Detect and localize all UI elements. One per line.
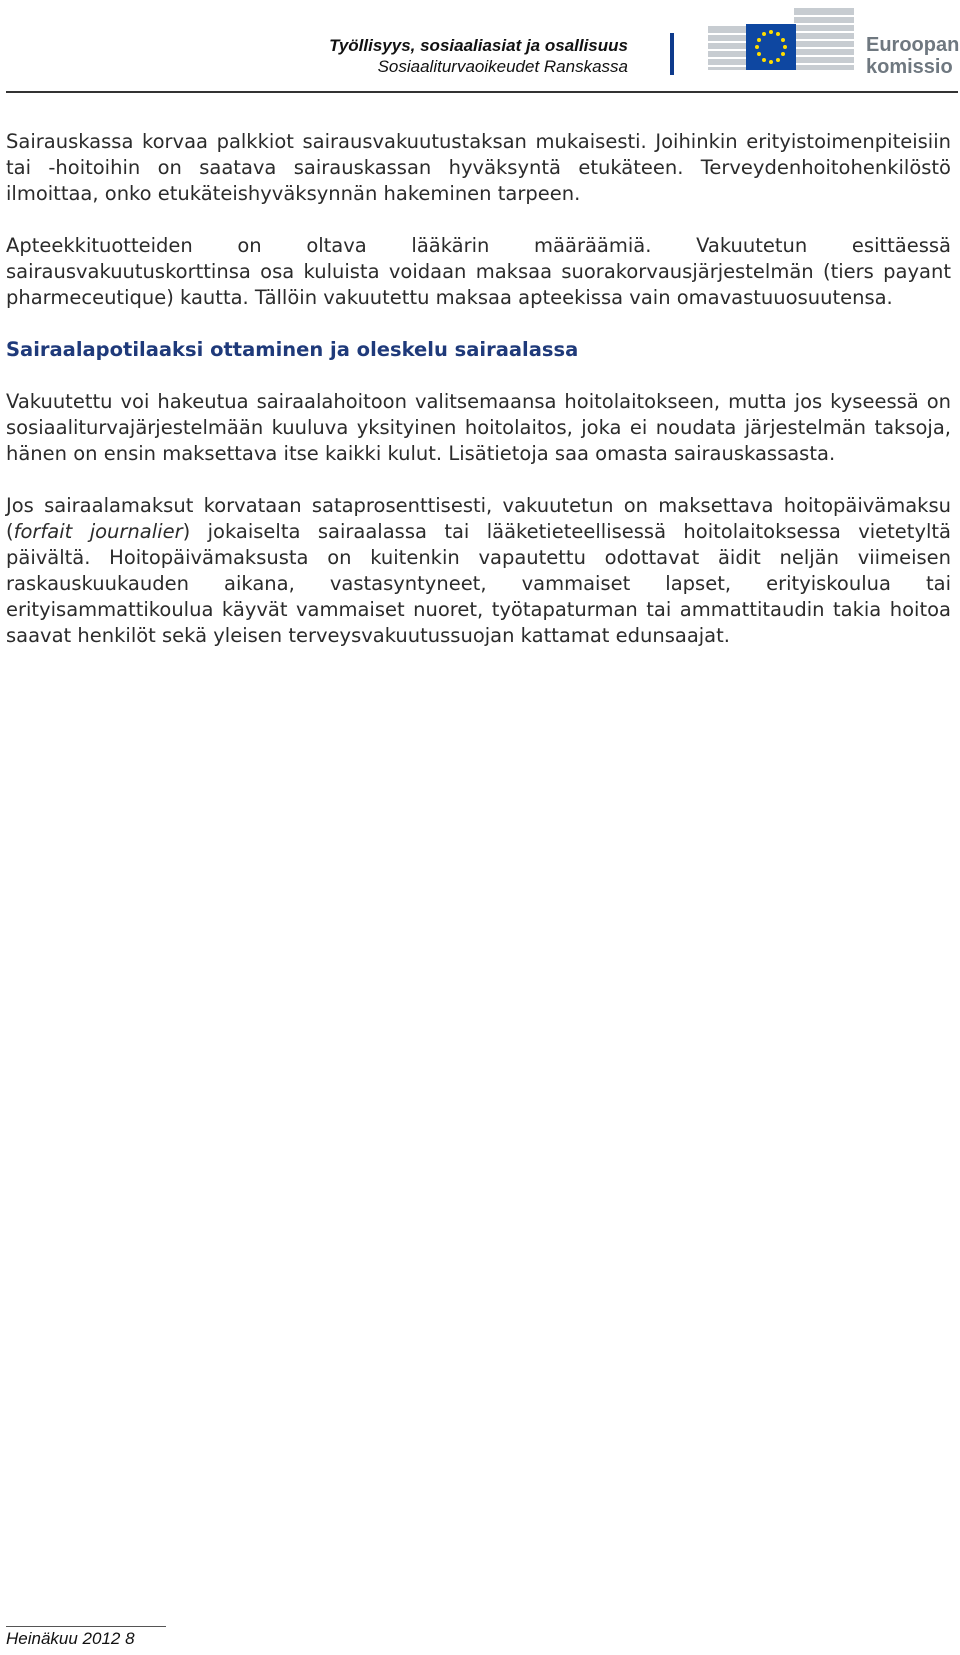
- header-separator: [670, 33, 674, 75]
- header-subtitle: Sosiaaliturvaoikeudet Ranskassa: [377, 57, 628, 76]
- italic-term: forfait journalier: [13, 520, 183, 543]
- paragraph-hoitopaivamaksu: [6, 493, 951, 649]
- logo-text: [866, 34, 959, 78]
- page-footer: Heinäkuu 2012 8: [6, 1629, 135, 1648]
- paragraph-text-part: Jos sairaalamaksut korvataan sataprosenttisesti, vakuutetun on maksettava hoitopäivämaksu (: [6, 494, 951, 543]
- paragraph-sairaalahoito: Vakuutettu voi hakeutua sairaalahoitoon valitsemaansa hoitolaitokseen, mutta jos kyseessä on sosiaaliturvajärjestelmään kuuluva yksityinen hoitolaitos, joka ei noudata järjestelmän taksoja, hänen on ensin maksettava itse kaikki kulut. Lisätietoja saa omasta sairauskassasta.: [6, 390, 951, 465]
- header-rule: [6, 91, 958, 93]
- paragraph-sairauskassa: Sairauskassa korvaa palkkiot sairausvakuutustaksan mukaisesti. Joihinkin erityistoimenpiteisiin tai -hoitoihin on saatava sairauskassan hyväksyntä etukäteen. Terveydenhoitohenkilöstö ilmoittaa, onko etukäteishyväksynnän hakeminen tarpeen.: [6, 130, 951, 205]
- paragraph-text-part: ) jokaiselta sairaalassa tai lääketieteellisessä hoitolaitoksessa vietetyltä päivältä. Hoitopäivämaksusta on kuitenkin vapautettu odottavat äidit neljän viimeisen raskauskuukauden aikana, vastasyntyneet, vammaiset lapset, erityiskoulua tai erityisammattikoulua käyvät vammaiset nuoret, työtapaturman tai ammattitaudin takia hoitoa saavat henkilöt sekä yleisen terveysvakuutussuojan kattamat edunsaajat.: [6, 520, 951, 647]
- footer-rule: [6, 1626, 166, 1627]
- section-heading: Sairaalapotilaaksi ottaminen ja oleskelu sairaalassa: [6, 338, 579, 361]
- header-title: Työllisyys, sosiaaliasiat ja osallisuus: [329, 36, 628, 55]
- logo-line-1: Euroopan: [866, 34, 960, 56]
- main-content: [6, 129, 951, 675]
- header-text-block: [329, 35, 628, 77]
- page-header: [0, 0, 960, 95]
- logo-line-2: komissio: [866, 56, 953, 78]
- paragraph-apteekkituotteet: Apteekkituotteiden on oltava lääkärin määräämiä. Vakuutetun esittäessä sairausvakuutuskorttinsa osa kuluista voidaan maksaa suorakorvausjärjestelmän (tiers payant pharmeceutique) kautta. Tällöin vakuutettu maksaa apteekissa vain omavastuuosuutensa.: [6, 234, 951, 309]
